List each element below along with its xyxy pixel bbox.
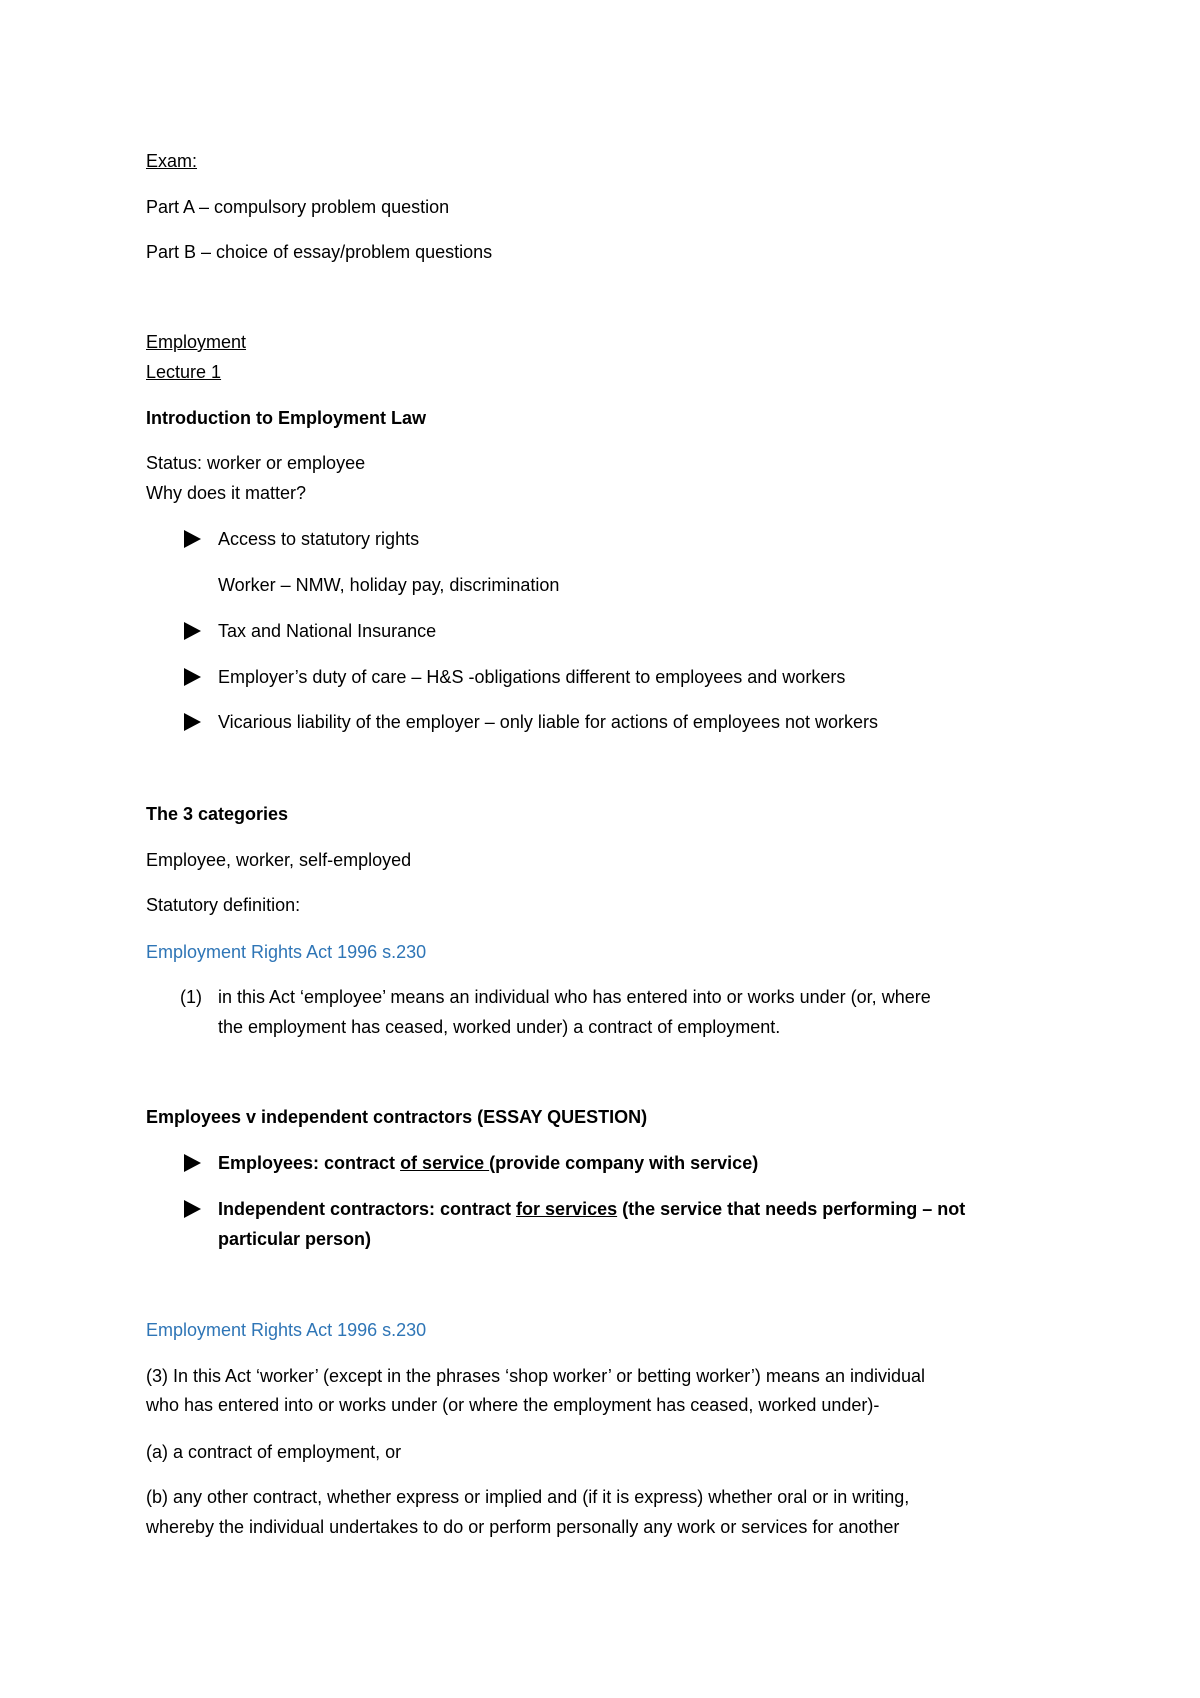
definition-line: in this Act ‘employee’ means an individual who has entered into or works under (or, where [218,987,931,1007]
subject-heading: Employment [146,332,247,352]
bullet-item: Access to statutory rights [218,529,420,549]
status-line: Status: worker or employee [146,453,366,473]
bullet-arrow-icon [184,622,201,640]
bullet-arrow-icon [184,713,201,731]
worker-definition-line: who has entered into or works under (or where the employment has ceased, worked under)- [146,1395,880,1415]
bullet-continuation: particular person) [218,1229,372,1249]
bullet-arrow-icon [184,1200,201,1218]
exam-heading: Exam: [146,151,198,171]
definition-number: (1) [180,987,202,1007]
bullet-item: Tax and National Insurance [218,621,437,641]
act-reference: Employment Rights Act 1996 s.230 [146,942,427,962]
bullet-item: Vicarious liability of the employer – only liable for actions of employees not workers [218,712,878,732]
bullet-arrow-icon [184,530,201,548]
bullet-text: Employees: contract [218,1153,401,1173]
lecture-number: Lecture 1 [146,362,222,382]
exam-part-a: Part A – compulsory problem question [146,197,450,217]
why-line: Why does it matter? [146,483,307,503]
worker-definition-line: (3) In this Act ‘worker’ (except in the phrases ‘shop worker’ or betting worker’) means an individual [146,1366,926,1386]
underlined-term: of service [400,1153,490,1173]
bullet-item: Employer’s duty of care – H&S -obligations different to employees and workers [218,667,846,687]
definition-line: the employment has ceased, worked under) a contract of employment. [218,1017,781,1037]
act-reference: Employment Rights Act 1996 s.230 [146,1320,427,1340]
bullet-arrow-icon [184,668,201,686]
underlined-term: for services [516,1199,618,1219]
categories-list: Employee, worker, self-employed [146,850,412,870]
bullet-item [218,1151,758,1175]
lecture-title: Introduction to Employment Law [146,408,426,428]
statutory-label: Statutory definition: [146,895,301,915]
worker-rights: Worker – NMW, holiday pay, discrimination [218,575,560,595]
exam-part-b: Part B – choice of essay/problem questions [146,242,493,262]
clause-a: (a) a contract of employment, or [146,1442,402,1462]
clause-b-continuation: whereby the individual undertakes to do or perform personally any work or services for another [146,1517,900,1537]
contractors-heading: Employees v independent contractors (ESSAY QUESTION) [146,1107,648,1127]
bullet-arrow-icon [184,1154,201,1172]
bullet-text: (the service that needs performing – not [617,1199,966,1219]
bullet-text: (provide company with service) [489,1153,759,1173]
bullet-text: Independent contractors: contract [218,1199,517,1219]
bullet-item [218,1197,965,1221]
clause-b: (b) any other contract, whether express or implied and (if it is express) whether oral or in writing, [146,1487,910,1507]
categories-heading: The 3 categories [146,804,289,824]
